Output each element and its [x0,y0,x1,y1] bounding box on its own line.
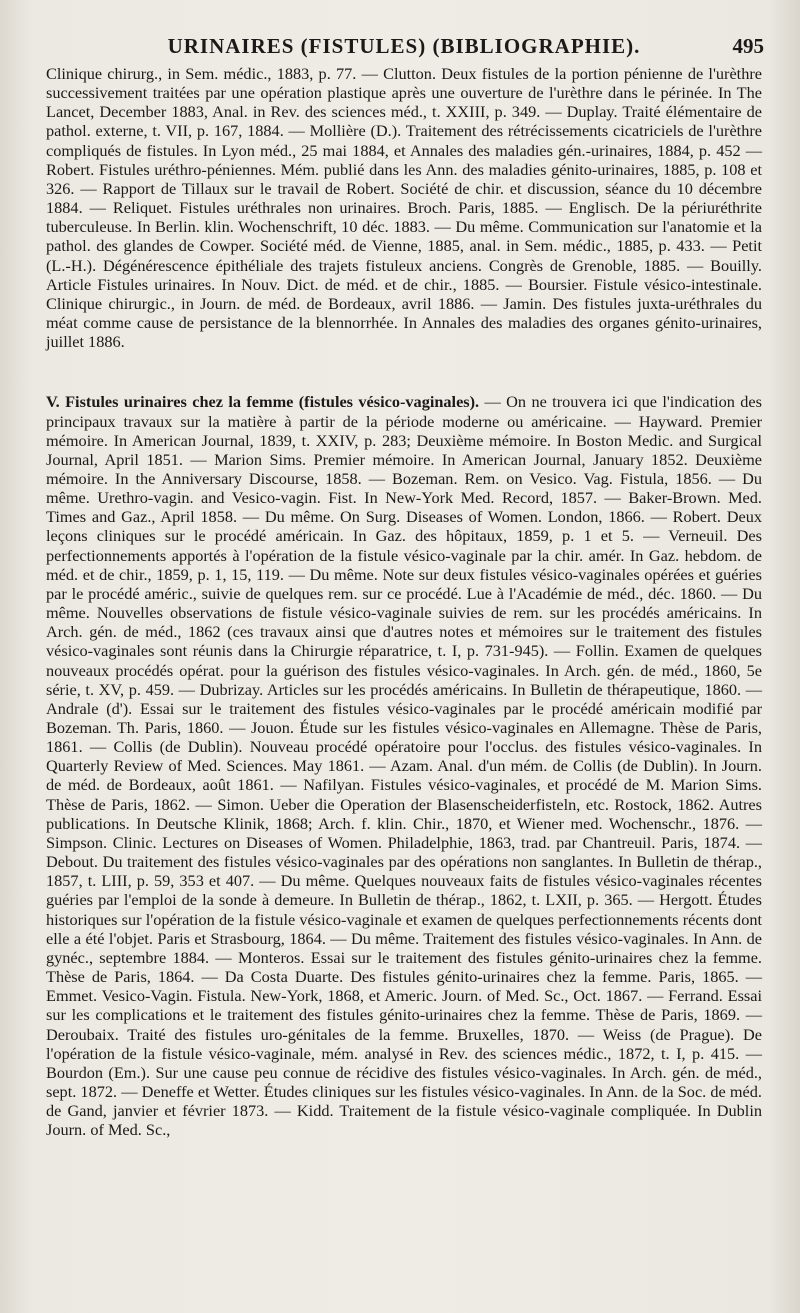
running-title: URINAIRES (FISTULES) (BIBLIOGRAPHIE). [167,34,641,58]
page-number: 495 [732,34,764,58]
section-text: — On ne trouvera ici que l'indication des principaux travaux sur la matière à partir de la période moderne ou américaine. — Hayward. Premier mémoire. In American Journal, 1839, t. XXIV, p. 283; Deuxième mémoire. In Boston Medic. and Surgical Journal, April 1851. — Marion Sims. Premier mémoire. In American Journal, January 1852. Deuxième mémoire. In the Anniversary Discourse, 1858. — Bozeman. Rem. on Vesico. Vag. Fistula, 1856. — Du même. Urethro-vagin. and Vesico-vagin. Fist. In New-York Med. Record, 1857. — Baker-Brown. Med. Times and Gaz., April 1858. — Du même. On Surg. Diseases of Women. London, 1866. — Robert. Deux leçons cliniques sur le procédé américain. In Gaz. des hôpitaux, 1859, p. 1 et 5. — Verneuil. Des perfectionnements apportés à l'opération de la fistule vésico-vaginale par la chir. amér. In Gaz. hebdom. de méd. et de chir., 1859, p. 1, 15, 119. — Du même. Note sur deux fistules vésico-vaginales opérées et guéries par le procédé améric., suivie de quelques rem. sur ce procédé. Lue à l'Académie de méd., déc. 1860. — Du même. Nouvelles observations de fistule vésico-vaginale suivies de rem. sur les procédés américains. In Arch. gén. de méd., 1862 (ces travaux ainsi que d'autres notes et mémoires sur le traitement des fistules vésico-vaginales sont réunis dans la Chirurgie réparatrice, t. I, p. 731-945). — Follin. Examen de quelques nouveaux procédés opérat. pour la guérison des fistules vésico-vaginales. In Arch. gén. de méd., 1860, 5e série, t. XV, p. 459. — Dubrizay. Articles sur les procédés américains. In Bulletin de thérapeutique, 1860. — Andrale (d'). Essai sur le traitement des fistules vésico-vaginales par le procédé américain modifié par Bozeman. Th. Paris, 1860. — Jouon. Étude sur les fistules vésico-vaginales en Allemagne. Thèse de Paris, 1861. — Collis (de Dublin). Nouveau procédé opératoire pour l'occlus. des fistules vésico-vaginales. In Quarterly Review of Med. Sciences. May 1861. — Azam. Anal. d'un mém. de Collis (de Dublin). In Journ. de méd. de Bordeaux, août 1861. — Nafilyan. Fistules vésico-vaginales, et procédé de M. Marion Sims. Thèse de Paris, 1862. — Simon. Ueber die Operation der Blasenscheiderfisteln, etc. Rostock, 1862. Autres publications. In Deutsche Klinik, 1868; Arch. f. klin. Chir., 1870, et Wiener med. Wochenschr., 1876. — Simpson. Clinic. Lectures on Diseases of Women. Philadelphie, 1863, trad. par Chantreuil. Paris, 1874. — Debout. Du traitement des fistules vésico-vaginales par des opérations non sanglantes. In Bulletin de thérap., 1857, t. LIII, p. 59, 353 et 407. — Du même. Quelques nouveaux faits de fistules vésico-vaginales récentes guéries par l'emploi de la sonde à demeure. In Bulletin de thérap., 1862, t. LXII, p. 365. — Hergott. Études historiques sur l'opération de la fistule vésico-vaginale et examen de quelques perfectionnements récents dont elle a été l'objet. Paris et Strasbourg, 1864. — Du même. Traitement des fistules vésico-vaginales. In Ann. de gynéc., septembre 1884. — Monteros. Essai sur le traitement des fistules génito-urinaires chez la femme. Thèse de Paris, 1864. — Da Costa Duarte. Des fistules génito-urinaires chez la femme. Paris, 1865. — Emmet. Vesico-Vagin. Fistula. New-York, 1868, et Americ. Journ. of Med. Sc., Oct. 1867. — Ferrand. Essai sur les complications et le traitement des fistules génito-urinaires chez la femme. Thèse de Paris, 1869. — Deroubaix. Traité des fistules uro-génitales de la femme. Bruxelles, 1870. — Weiss (de Prague). De l'opération de la fistule vésico-vaginale, mém. analysé in Rev. des sciences médic., 1872, t. I, p. 415. — Bourdon (Em.). Sur une cause peu connue de récidive des fistules vésico-vaginales. In Arch. gén. de méd., sept. 1872. — Deneffe et Wetter. Études cliniques sur les fistules vésico-vaginales. In Ann. de la Soc. de méd. de Gand, janvier et février 1873. — Kidd. Traitement de la fistule vésico-vaginale compliquée. In Dublin Journ. of Med. Sc., [46,392,762,1140]
bibliography-paragraph-continuation: Clinique chirurg., in Sem. médic., 1883, p. 77. — Clutton. Deux fistules de la portion pénienne de l'urèthre successivement traitées par une opération plastique après une ouverture de l'urèthre dans le périnée. In The Lancet, December 1883, Anal. in Rev. des sciences méd., t. XXIII, p. 349. — Duplay. Traité élémentaire de pathol. externe, t. VII, p. 167, 1884. — Mollière (D.). Traitement des rétrécissements cicatriciels de l'urèthre compliqués de fistules. In Lyon méd., 25 mai 1884, et Annales des maladies gén.-urinaires, 1884, p. 452 — Robert. Fistules uréthro-péniennes. Mém. publié dans les Ann. des maladies génito-urinaires, 1885, p. 108 et 326. — Rapport de Tillaux sur le travail de Robert. Société de chir. et discussion, séance du 10 décembre 1884. — Reliquet. Fistules uréthrales non urinaires. Broch. Paris, 1885. — Englisch. De la périuréthrite tuberculeuse. In Berlin. klin. Wochenschrift, 10 déc. 1883. — Du même. Communication sur l'anatomie et la pathol. des glandes de Cowper. Société méd. de Vienne, 1885, anal. in Sem. médic., 1885, p. 433. — Petit (L.-H.). Dégénérescence épithéliale des trajets fistuleux anciens. Congrès de Grenoble, 1885. — Bouilly. Article Fistules urinaires. In Nouv. Dict. de méd. et de chir., 1885. — Boursier. Fistule vésico-intestinale. Clinique chirurgic., in Journ. de méd. de Bordeaux, avril 1886. — Jamin. Des fistules juxta-uréthrales du méat comme cause de persistance de la blennorrhée. In Annales des maladies des organes génito-urinaires, juillet 1886. [46,64,762,352]
bibliography-paragraph-section-v [46,392,762,1139]
section-heading: V. Fistules urinaires chez la femme (fistules vésico-vaginales). [46,392,480,412]
page-header [44,34,764,66]
bibliography-body [46,64,762,1139]
